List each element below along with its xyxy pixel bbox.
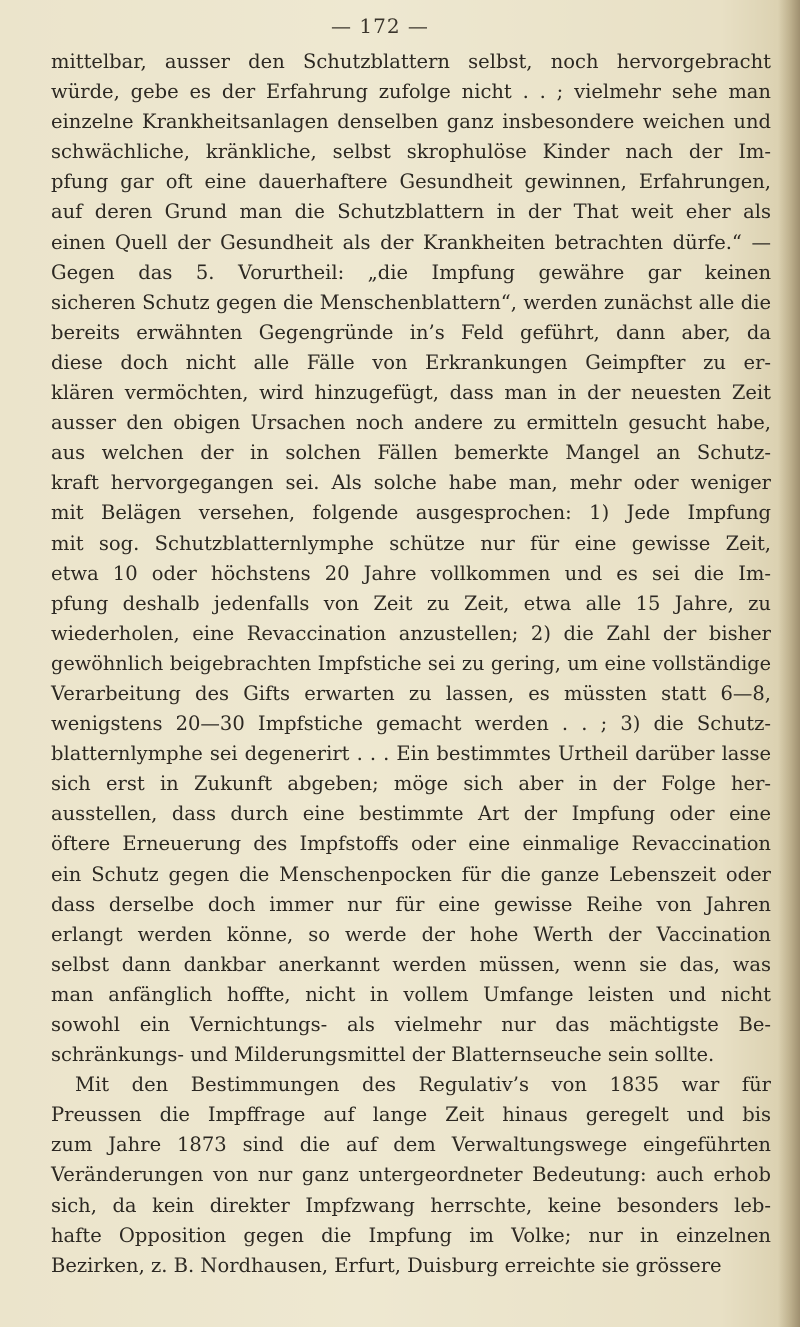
page-edge-shadow (778, 0, 800, 1327)
text-line: würde, gebe es der Erfahrung zufolge nicht . . ; vielmehr sehe man (51, 80, 771, 104)
text-line: zum Jahre 1873 sind die auf dem Verwaltungswege eingeführten (51, 1133, 771, 1157)
text-line: sich erst in Zukunft abgeben; möge sich aber in der Folge her- (51, 772, 771, 796)
text-line: ein Schutz gegen die Menschenpocken für die ganze Lebenszeit oder (51, 862, 771, 886)
text-line: Preussen die Impffrage auf lange Zeit hinaus geregelt und bis (51, 1103, 771, 1127)
text-line: bereits erwähnten Gegengründe in’s Feld geführt, dann aber, da (51, 320, 771, 344)
text-line: pfung deshalb jedenfalls von Zeit zu Zeit, etwa alle 15 Jahre, zu (51, 591, 771, 615)
text-line: ausser den obigen Ursachen noch andere zu ermitteln gesucht habe, (51, 411, 771, 435)
text-line: einen Quell der Gesundheit als der Krankheiten betrachten dürfe.“ — (51, 230, 771, 254)
text-line: diese doch nicht alle Fälle von Erkrankungen Geimpfter zu er- (51, 350, 771, 374)
text-line: klären vermöchten, wird hinzugefügt, dass man in der neuesten Zeit (51, 381, 771, 405)
text-line: wenigstens 20—30 Impfstiche gemacht werden . . ; 3) die Schutz- (51, 712, 771, 736)
text-line: Bezirken, z. B. Nordhausen, Erfurt, Duisburg erreichte sie grössere (51, 1253, 722, 1277)
text-line: selbst dann dankbar anerkannt werden müssen, wenn sie das, was (51, 952, 771, 976)
text-line: einzelne Krankheitsanlagen denselben ganz insbesondere weichen und (51, 110, 771, 134)
text-line: sich, da kein direkter Impfzwang herrschte, keine besonders leb- (51, 1193, 771, 1217)
text-line: blatternlymphe sei degenerirt . . . Ein bestimmtes Urtheil darüber lasse (51, 742, 771, 766)
text-line: Mit den Bestimmungen des Regulativ’s von 1835 war für (75, 1073, 771, 1097)
text-line: aus welchen der in solchen Fällen bemerkte Mangel an Schutz- (51, 441, 771, 465)
text-line: Veränderungen von nur ganz untergeordneter Bedeutung: auch erhob (51, 1163, 771, 1187)
text-line: schwächliche, kränkliche, selbst skrophulöse Kinder nach der Im- (51, 140, 771, 164)
text-line: dass derselbe doch immer nur für eine gewisse Reihe von Jahren (51, 892, 771, 916)
text-line: erlangt werden könne, so werde der hohe Werth der Vaccination (51, 922, 771, 946)
text-line: ausstellen, dass durch eine bestimmte Art der Impfung oder eine (51, 802, 771, 826)
text-line: kraft hervorgegangen sei. Als solche habe man, mehr oder weniger (51, 471, 771, 495)
text-line: schränkungs- und Milderungsmittel der Blatternseuche sein sollte. (51, 1043, 715, 1067)
text-line: man anfänglich hoffte, nicht in vollem Umfange leisten und nicht (51, 982, 771, 1006)
text-line: gewöhnlich beigebrachten Impfstiche sei zu gering, um eine vollständige (51, 651, 771, 675)
text-line: etwa 10 oder höchstens 20 Jahre vollkommen und es sei die Im- (51, 561, 771, 585)
text-line: mit sog. Schutzblatternlymphe schütze nur für eine gewisse Zeit, (51, 531, 771, 555)
text-line: auf deren Grund man die Schutzblattern in der That weit eher als (51, 200, 771, 224)
text-line: Gegen das 5. Vorurtheil: „die Impfung gewähre gar keinen (51, 260, 771, 284)
text-line: mit Belägen versehen, folgende ausgesprochen: 1) Jede Impfung (51, 501, 771, 525)
text-line: sowohl ein Vernichtungs- als vielmehr nur das mächtigste Be- (51, 1013, 771, 1036)
text-line: Verarbeitung des Gifts erwarten zu lassen, es müssten statt 6—8, (51, 681, 771, 705)
page-number-header: — 172 — (331, 14, 429, 38)
body-text (51, 47, 771, 1281)
text-line: mittelbar, ausser den Schutzblattern selbst, noch hervorgebracht (51, 50, 771, 73)
text-line: wiederholen, eine Revaccination anzustellen; 2) die Zahl der bisher (51, 621, 771, 645)
text-line: öftere Erneuerung des Impfstoffs oder eine einmalige Revaccination (51, 832, 771, 856)
text-line: hafte Opposition gegen die Impfung im Volke; nur in einzelnen (51, 1223, 771, 1247)
text-line: pfung gar oft eine dauerhaftere Gesundheit gewinnen, Erfahrungen, (51, 170, 771, 194)
text-line: sicheren Schutz gegen die Menschenblattern“, werden zunächst alle die (51, 290, 771, 314)
